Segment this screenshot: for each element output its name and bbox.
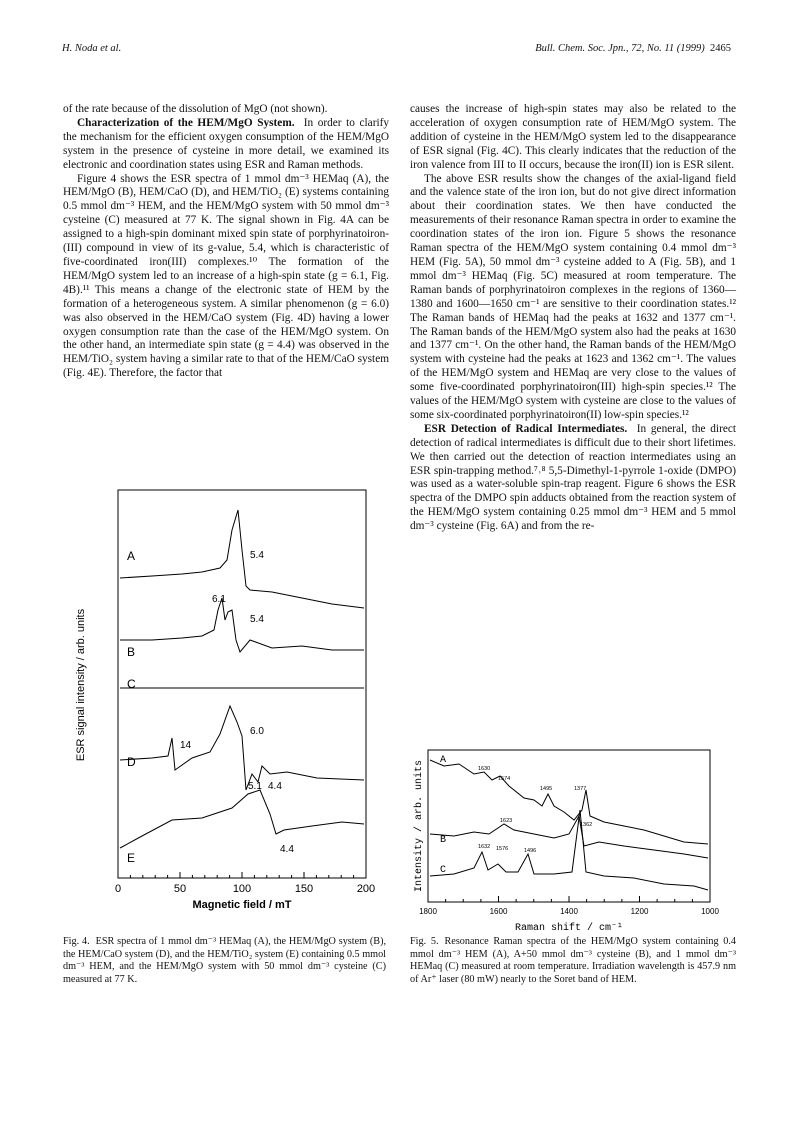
section-heading: ESR Detection of Radical Intermediates. — [424, 422, 628, 435]
trace-label-b: B — [440, 835, 447, 846]
x-tick-label: 50 — [173, 883, 187, 895]
plot-frame — [428, 750, 710, 902]
paragraph: of the rate because of the dissolution of MgO (not shown). — [63, 103, 328, 115]
x-tick-label: 1000 — [701, 907, 719, 916]
trace-label-e: E — [127, 851, 136, 865]
x-tick-label: 0 — [114, 883, 122, 895]
paragraph: Figure 4 shows the ESR spectra of 1 mmol dm⁻³ HEMaq (A), the HEM/MgO (B), HEM/CaO (D), and HEM/TiO₂ (E) systems containing 0.5 mmol dm⁻³ HEM, and the HEM/MgO system with 50 mmol dm⁻³ cysteine (C) measured at 77 K. The signal shown in Fig. 4A can be assigned to a high-spin dominant mixed spin state of porphyrinatoiron-(III) compound in view of its g-value, 5.4, which is characteristic of five-coordinated iron(III) complexes.¹⁰ The formation of the HEM/MgO system led to an increase of a high-spin state (g = 6.1, Fig. 4B).¹¹ This means a change of the electronic state of HEM by the formation of a heterogeneous system. A similar phenomenon (g = 6.0) was also observed in the HEM/CaO system (Fig. 4D) having a lower oxygen consumption rate than the case of the HEM/MgO system. On the other hand, an intermediate spin state (g = 4.4) was observed in the HEM/TiO₂ system having a similar rate to that of the HEM/CaO system (Fig. 4E). Therefore, the factor that — [63, 172, 389, 380]
trace-c — [430, 810, 708, 890]
left-column — [63, 103, 389, 381]
peak-label: 5.4 — [250, 550, 264, 561]
paragraph — [410, 423, 736, 534]
peak-label: 1574 — [498, 776, 511, 782]
peak-label: 1495 — [540, 786, 553, 792]
figure-4 — [72, 490, 376, 930]
running-header-authors: H. Noda et al. — [62, 43, 122, 54]
x-axis-label: Magnetic field / mT — [192, 899, 292, 911]
running-header-journal — [535, 43, 731, 54]
peak-label: 4.4 — [280, 844, 294, 855]
trace-label-c: C — [127, 677, 136, 691]
esr-spectra-chart — [72, 490, 376, 930]
peak-label: 5.4 — [250, 614, 264, 625]
peak-label: 1630 — [478, 766, 491, 772]
caption-label: Fig. 5. — [410, 936, 439, 947]
x-ticks — [115, 872, 375, 895]
paragraph-text: In order to clarify the mechanism for the efficient oxygen consumption of the HEM/MgO system in the presence of cysteine in more detail, we examined its electronic and coordination states using ESR and Raman methods. — [63, 116, 389, 171]
trace-label-a: A — [127, 549, 136, 563]
x-axis-label: Raman shift / cm⁻¹ — [514, 923, 624, 934]
x-tick-label: 1400 — [560, 907, 578, 916]
trace-a — [120, 510, 364, 608]
peak-label: 1576 — [496, 846, 509, 852]
figure-4-caption — [63, 936, 386, 986]
peak-label: 14 — [180, 740, 192, 751]
y-axis-label: Intensity / arb. units — [414, 759, 425, 893]
trace-label-a: A — [440, 755, 447, 766]
y-axis-label: ESR signal intensity / arb. units — [75, 608, 87, 762]
page-number: 2465 — [710, 43, 731, 54]
caption-label: Fig. 4. — [63, 936, 90, 947]
x-tick-label: 1600 — [489, 907, 508, 916]
peak-label: 1377 — [574, 786, 587, 792]
peak-label: 1623 — [500, 818, 513, 824]
peak-label: 4.4 — [268, 781, 282, 792]
x-tick-label: 150 — [294, 883, 314, 895]
x-tick-label: 1800 — [419, 907, 437, 916]
paragraph — [63, 117, 389, 173]
section-heading: Characterization of the HEM/MgO System. — [77, 116, 295, 129]
paragraph: causes the increase of high-spin states may also be related to the acceleration of oxygen consumption rate of HEM/MgO system. The addition of cysteine in the HEM/MgO system led to the disappearance of ESR signal (Fig. 4C). This clearly indicates that the reduction of the iron valence from III to II occurs, because the iron(II) ion is ESR silent. — [410, 103, 736, 171]
trace-a — [430, 760, 708, 844]
peak-label: 1362 — [580, 822, 593, 828]
figure-5-caption — [410, 936, 736, 986]
journal-citation: Bull. Chem. Soc. Jpn., 72, No. 11 (1999) — [535, 43, 705, 54]
x-tick-label: 100 — [232, 883, 252, 895]
trace-e — [120, 790, 364, 848]
x-tick-label: 1200 — [630, 907, 649, 916]
trace-label-b: B — [127, 645, 136, 659]
paragraph-text: In general, the direct detection of radical intermediates is difficult due to their short lifetimes. We then carried out the detection of reaction intermediates using an ESR spin-trapping method.⁷˒⁸ 5,5-Dimethyl-1-pyrrole 1-oxide (DMPO) was used as a water-soluble spin-trap reagent. Figure 6 shows the ESR spectra of the DMPO spin adducts obtained from the reaction system of the HEM/MgO system containing 0.25 mmol dm⁻³ HEM and 5 mmol dm⁻³ cysteine (Fig. 6A) and from the re- — [410, 422, 737, 533]
peak-label: 6.0 — [250, 726, 264, 737]
trace-label-d: D — [127, 755, 136, 769]
trace-label-c: C — [440, 865, 447, 876]
peak-label: 1496 — [524, 848, 537, 854]
peak-label: 5.1 — [248, 781, 262, 792]
paragraph: The above ESR results show the changes of the axial-ligand field and the valence state of the iron ion, but do not give direct information about their coordination states. We then have conducted the measurements of their resonance Raman spectra in order to examine the coordination states of the iron ion. Figure 5 shows the resonance Raman spectra of the HEM/MgO system containing 0.4 mmol dm⁻³ HEM (Fig. 5A), 50 mmol dm⁻³ cysteine added to A (Fig. 5B), and 1 mmol dm⁻³ HEMaq (Fig. 5C) measured at room temperature. The Raman bands of porphyrinatoiron complexes in the regions of 1360—1380 and 1600—1650 cm⁻¹ are sensitive to their coordination states.¹² The Raman bands of HEMaq had the peaks at 1632 and 1377 cm⁻¹. The Raman bands of the HEM/MgO system also had the peaks at 1630 and 1377 cm⁻¹. On the other hand, the Raman bands of the HEM/MgO system with cysteine had the peaks at 1623 and 1362 cm⁻¹. The values of the HEM/MgO system and HEMaq are very close to the values of some five-coordinated porphyrinatoiron(III) high-spin species.¹² The values of the HEM/MgO system with cysteine are close to the values of some six-coordinated porphyrinatoiron(II) low-spin species.¹² — [410, 172, 736, 421]
trace-b — [120, 598, 364, 652]
peak-label: 6.1 — [212, 594, 226, 605]
trace-d — [120, 706, 364, 790]
x-ticks — [419, 896, 719, 916]
figure-5 — [414, 750, 734, 935]
right-column — [410, 103, 736, 534]
peak-label: 1632 — [478, 844, 491, 850]
raman-spectra-chart — [414, 750, 734, 935]
x-tick-label: 200 — [356, 883, 376, 895]
caption-text: ESR spectra of 1 mmol dm⁻³ HEMaq (A), the HEM/MgO system (B), the HEM/CaO system (D), and the HEM/TiO₂ system (E) containing 0.5 mmol dm⁻³ HEM, and the HEM/MgO system with 50 mmol dm⁻³ cysteine (C) measured at 77 K. — [63, 936, 387, 985]
caption-text: Resonance Raman spectra of the HEM/MgO system containing 0.4 mmol dm⁻³ HEM (A), A+50 mmol dm⁻³ cysteine (B), and 1 mmol dm⁻³ HEMaq (C) measured at room temperature. Irradiation wavelength is 457.9 nm of Ar⁺ laser (80 mW) nearly to the Soret band of HEM. — [410, 936, 736, 985]
